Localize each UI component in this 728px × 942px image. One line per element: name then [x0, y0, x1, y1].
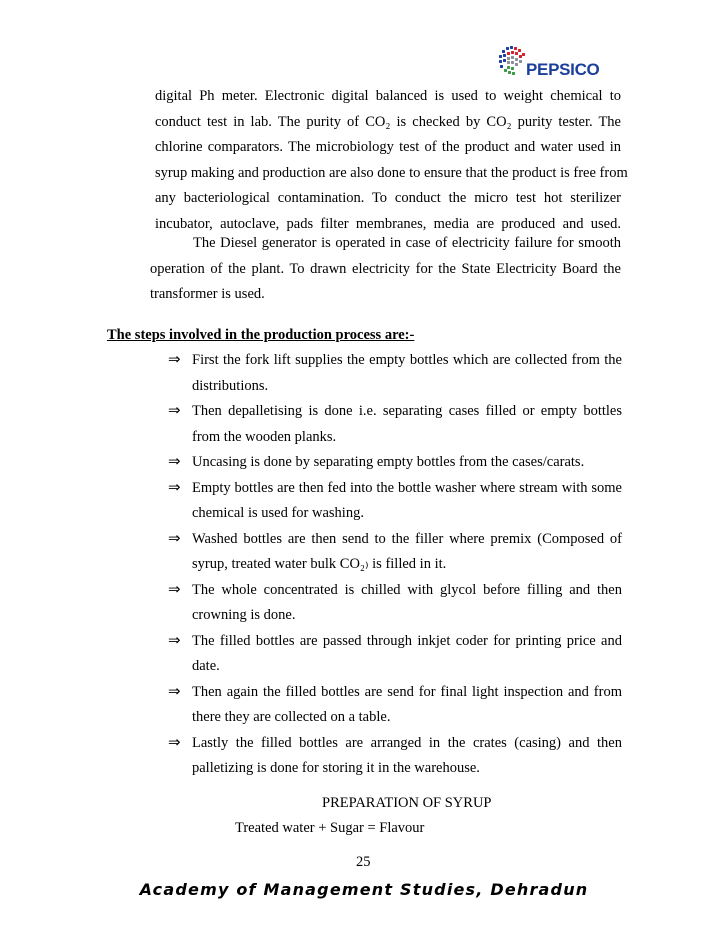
list-item	[168, 629, 622, 680]
list-item	[168, 476, 622, 527]
text-line: from the wooden planks.	[192, 428, 337, 445]
text-line: there they are collected on a table.	[192, 709, 391, 725]
page-number: 25	[356, 854, 371, 870]
text-line: chlorine comparators. The microbiology test of the product and water used in	[155, 139, 621, 155]
text-line: syrup making and production are also done to ensure that the product is free from	[155, 164, 628, 181]
text-line: palletizing is done for storing it in the warehouse.	[192, 760, 480, 776]
text-line: conduct test in lab. The purity of CO₂ is checked by CO₂ purity tester. The	[155, 113, 621, 130]
text-line: Empty bottles are then fed into the bottle washer where stream with some	[192, 479, 622, 496]
text-line: distributions.	[192, 377, 269, 394]
list-item	[168, 680, 622, 731]
list-item	[168, 527, 622, 578]
text-line: The whole concentrated is chilled with glycol before filling and then	[192, 581, 622, 598]
syrup-equation: Treated water + Sugar = Flavour	[235, 820, 425, 836]
text-line: chemical is used for washing.	[192, 505, 364, 521]
arrow-icon: ⇒	[168, 454, 181, 470]
logo-text: PEPSICO	[526, 60, 600, 79]
intro-paragraph	[155, 84, 628, 237]
footer-institution: Academy of Management Studies, Dehradun	[139, 880, 589, 899]
text-line: date.	[192, 658, 220, 674]
diesel-paragraph	[150, 231, 621, 308]
arrow-icon: ⇒	[168, 632, 181, 649]
text-line: Washed bottles are then send to the filler where premix (Composed of	[192, 530, 622, 547]
text-line: operation of the plant. To drawn electricity for the State Electricity Board the	[150, 260, 621, 277]
arrow-icon: ⇒	[168, 581, 181, 598]
list-item	[168, 348, 622, 399]
arrow-icon: ⇒	[168, 352, 181, 368]
text-line: Then again the filled bottles are send for final light inspection and from	[192, 683, 622, 700]
text-line: Uncasing is done by separating empty bottles from the cases/carats.	[192, 454, 585, 470]
pepsico-logo	[494, 42, 628, 82]
list-item	[168, 578, 622, 629]
arrow-icon: ⇒	[168, 734, 181, 751]
steps-heading: The steps involved in the production process are:-	[107, 327, 415, 343]
text-line: any bacteriological contamination. To conduct the micro test hot sterilizer	[155, 190, 621, 206]
text-line: The filled bottles are passed through inkjet coder for printing price and	[192, 632, 622, 649]
arrow-icon: ⇒	[168, 403, 181, 419]
pepsico-globe-icon	[496, 42, 530, 80]
arrow-icon: ⇒	[168, 530, 181, 547]
text-line: incubator, autoclave, pads filter membranes, media are produced and used.	[155, 215, 621, 232]
text-line: Then depalletising is done i.e. separating cases filled or empty bottles	[192, 403, 622, 419]
list-item	[168, 399, 622, 450]
list-item	[168, 450, 622, 476]
steps-list	[168, 348, 622, 782]
text-line: The Diesel generator is operated in case of electricity failure for smooth	[193, 235, 621, 251]
text-line: crowning is done.	[192, 607, 296, 623]
list-item	[168, 731, 622, 782]
text-line: transformer is used.	[150, 286, 265, 302]
text-line: First the fork lift supplies the empty bottles which are collected from the	[192, 352, 622, 368]
arrow-icon: ⇒	[168, 683, 181, 700]
syrup-heading: PREPARATION OF SYRUP	[322, 795, 492, 811]
text-line: Lastly the filled bottles are arranged in the crates (casing) and then	[192, 734, 622, 751]
text-line: digital Ph meter. Electronic digital balanced is used to weight chemical to	[155, 88, 621, 104]
text-line: syrup, treated water bulk CO₂₎ is filled in it.	[192, 556, 447, 572]
arrow-icon: ⇒	[168, 479, 181, 496]
